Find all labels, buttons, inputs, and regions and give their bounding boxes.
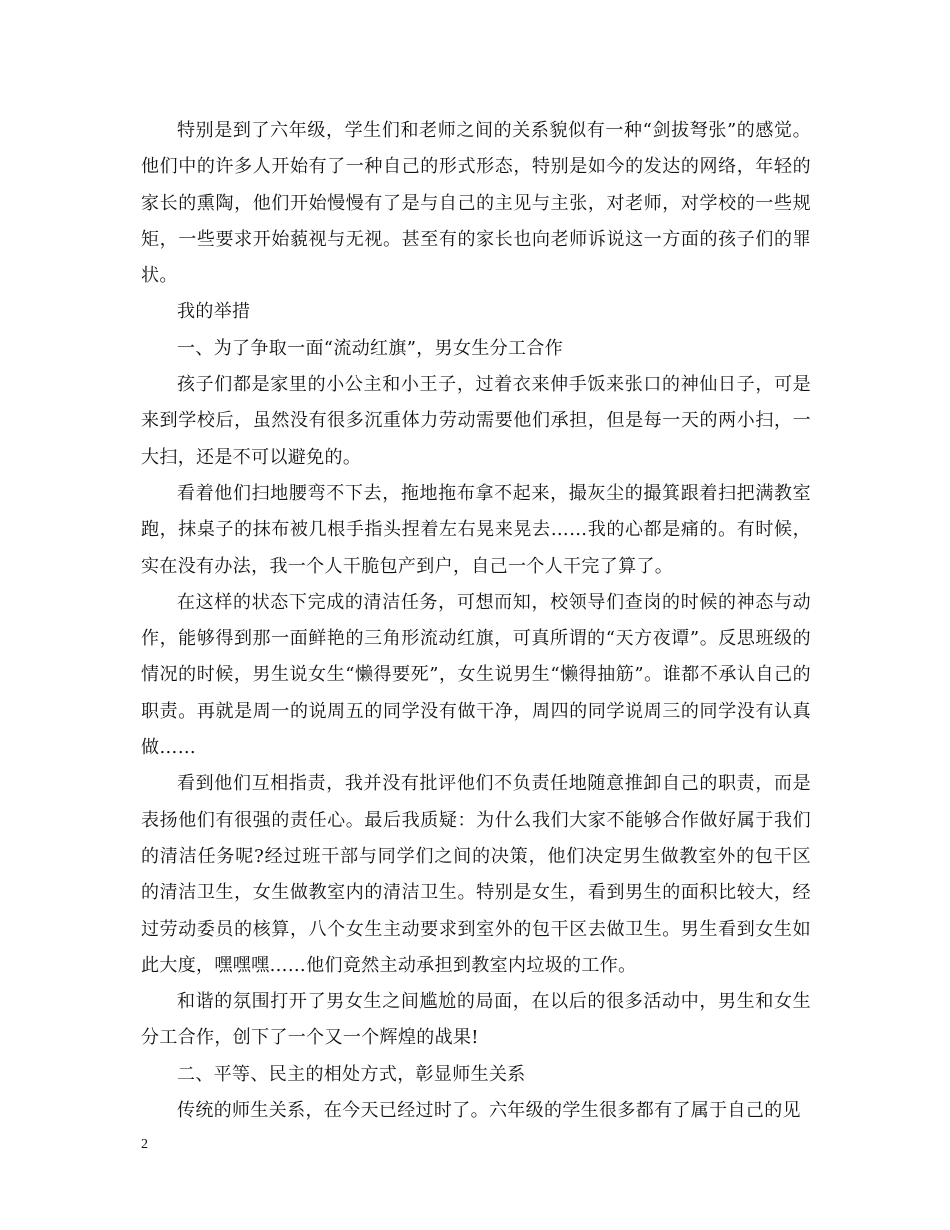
subsection-heading: 一、为了争取一面“流动红旗”，男女生分工合作 — [177, 337, 564, 359]
paragraph: 看到他们互相指责，我并没有批评他们不负责任地随意推卸自己的职责，而是表扬他们有很强的责任心。最后我质疑：为什么我们大家不能够合作做好属于我们的清洁任务呢?经过班干部与同学们之间的决策，他们决定男生做教室外的包干区的清洁卫生，女生做教室内的清洁卫生。特别是女生，看到男生的面积比较大，经过劳动委员的核算，八个女生主动要求到室外的包干区去做卫生。男生看到女生如此大度，嘿嘿嘿……他们竟然主动承担到教室内垃圾的工作。 — [141, 773, 811, 976]
paragraph: 特别是到了六年级，学生们和老师之间的关系貌似有一种“剑拔弩张”的感觉。他们中的许多人开始有了一种自己的形式形态，特别是如今的发达的网络，年轻的家长的熏陶，他们开始慢慢有了是与自己的主见与主张，对老师，对学校的一些规矩，一些要求开始藐视与无视。甚至有的家长也向老师诉说这一方面的孩子们的罪状。 — [141, 120, 811, 287]
paragraph: 孩子们都是家里的小公主和小王子，过着衣来伸手饭来张口的神仙日子，可是来到学校后，虽然没有很多沉重体力劳动需要他们承担，但是每一天的两小扫，一大扫，还是不可以避免的。 — [141, 374, 811, 468]
paragraph: 在这样的状态下完成的清洁任务，可想而知，校领导们查岗的时候的神态与动作，能够得到那一面鲜艳的三角形流动红旗，可真所谓的“天方夜谭”。反思班级的情况的时候，男生说女生“懒得要死”，女生说男生“懒得抽筋”。谁都不承认自己的职责。再就是周一的说周五的同学没有做干净，周四的同学说周三的同学没有认真做…… — [141, 591, 811, 759]
paragraph: 传统的师生关系，在今天已经过时了。六年级的学生很多都有了属于自己的见 — [177, 1100, 801, 1122]
paragraph: 看着他们扫地腰弯不下去，拖地拖布拿不起来，撮灰尘的撮箕跟着扫把满教室跑，抹桌子的抹布被几根手指头捏着左右晃来晃去……我的心都是痛的。有时候，实在没有办法，我一个人干脆包产到户，自己一个人干完了算了。 — [141, 482, 811, 577]
paragraph: 和谐的氛围打开了男女生之间尴尬的局面，在以后的很多活动中，男生和女生分工合作，创下了一个又一个辉煌的战果! — [141, 991, 811, 1049]
document-body — [141, 113, 811, 1129]
section-heading: 我的举措 — [177, 301, 251, 323]
subsection-heading: 二、平等、民主的相处方式，彰显师生关系 — [177, 1063, 526, 1085]
page-number: 2 — [141, 1137, 148, 1152]
